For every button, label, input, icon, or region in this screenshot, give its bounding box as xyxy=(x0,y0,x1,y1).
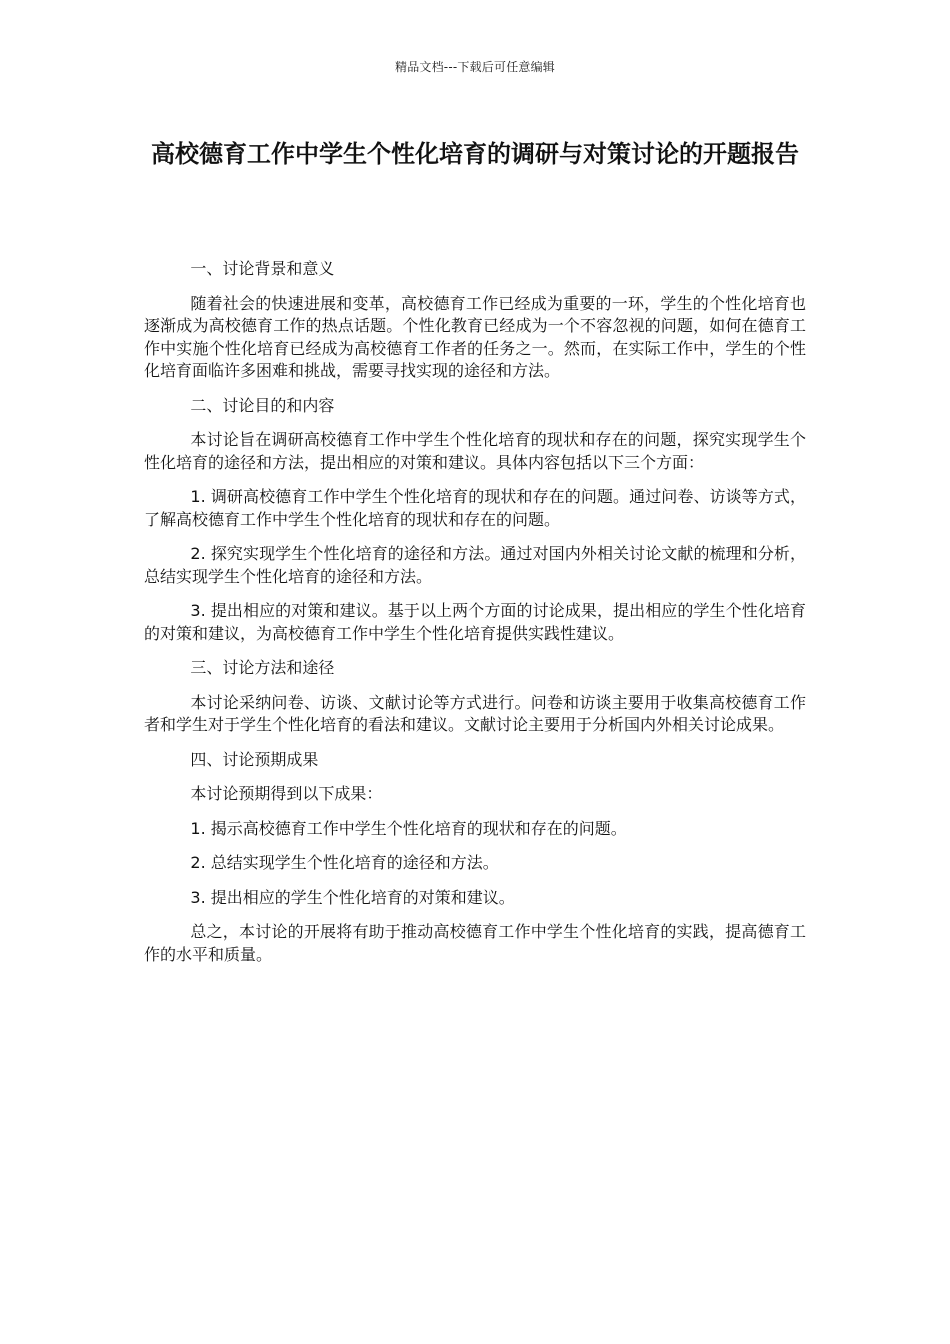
paragraph-conclusion: 总之，本讨论的开展将有助于推动高校德育工作中学生个性化培育的实践，提高德育工作的水平和质量。 xyxy=(144,922,806,964)
paragraph-outcome-2: 2. 总结实现学生个性化培育的途径和方法。 xyxy=(190,853,499,872)
document-body xyxy=(144,258,806,978)
paragraph-methods: 本讨论采纳问卷、访谈、文献讨论等方式进行。问卷和访谈主要用于收集高校德育工作者和学生对于学生个性化培育的看法和建议。文献讨论主要用于分析国内外相关讨论成果。 xyxy=(144,692,806,734)
section-heading-purpose: 二、讨论目的和内容 xyxy=(190,395,335,415)
section-heading-methods: 三、讨论方法和途径 xyxy=(190,658,335,677)
paragraph-outcome-3: 3. 提出相应的学生个性化培育的对策和建议。 xyxy=(190,887,515,907)
paragraph-purpose-item-2: 2. 探究实现学生个性化培育的途径和方法。通过对国内外相关讨论文献的梳理和分析，总结实现学生个性化培育的途径和方法。 xyxy=(144,544,806,586)
paragraph-outcome-1: 1. 揭示高校德育工作中学生个性化培育的现状和存在的问题。 xyxy=(190,818,627,838)
section-heading-outcomes: 四、讨论预期成果 xyxy=(190,749,319,769)
header-note: 精品文档---下载后可任意编辑 xyxy=(395,60,555,74)
paragraph-purpose-intro: 本讨论旨在调研高校德育工作中学生个性化培育的现状和存在的问题，探究实现学生个性化培育的途径和方法，提出相应的对策和建议。具体内容包括以下三个方面： xyxy=(144,430,806,472)
paragraph-outcomes-intro: 本讨论预期得到以下成果： xyxy=(190,784,383,803)
document-title: 高校德育工作中学生个性化培育的调研与对策讨论的开题报告 xyxy=(151,140,799,168)
paragraph-purpose-item-1: 1. 调研高校德育工作中学生个性化培育的现状和存在的问题。通过问卷、访谈等方式，了解高校德育工作中学生个性化培育的现状和存在的问题。 xyxy=(144,487,806,529)
section-heading-background: 一、讨论背景和意义 xyxy=(190,259,335,278)
paragraph-purpose-item-3: 3. 提出相应的对策和建议。基于以上两个方面的讨论成果，提出相应的学生个性化培育的对策和建议，为高校德育工作中学生个性化培育提供实践性建议。 xyxy=(144,601,806,643)
paragraph-background: 随着社会的快速进展和变革，高校德育工作已经成为重要的一环，学生的个性化培育也逐渐成为高校德育工作的热点话题。个性化教育已经成为一个不容忽视的问题，如何在德育工作中实施个性化培育已经成为高校德育工作者的任务之一。然而，在实际工作中，学生的个性化培育面临许多困难和挑战，需要寻找实现的途径和方法。 xyxy=(144,293,806,380)
